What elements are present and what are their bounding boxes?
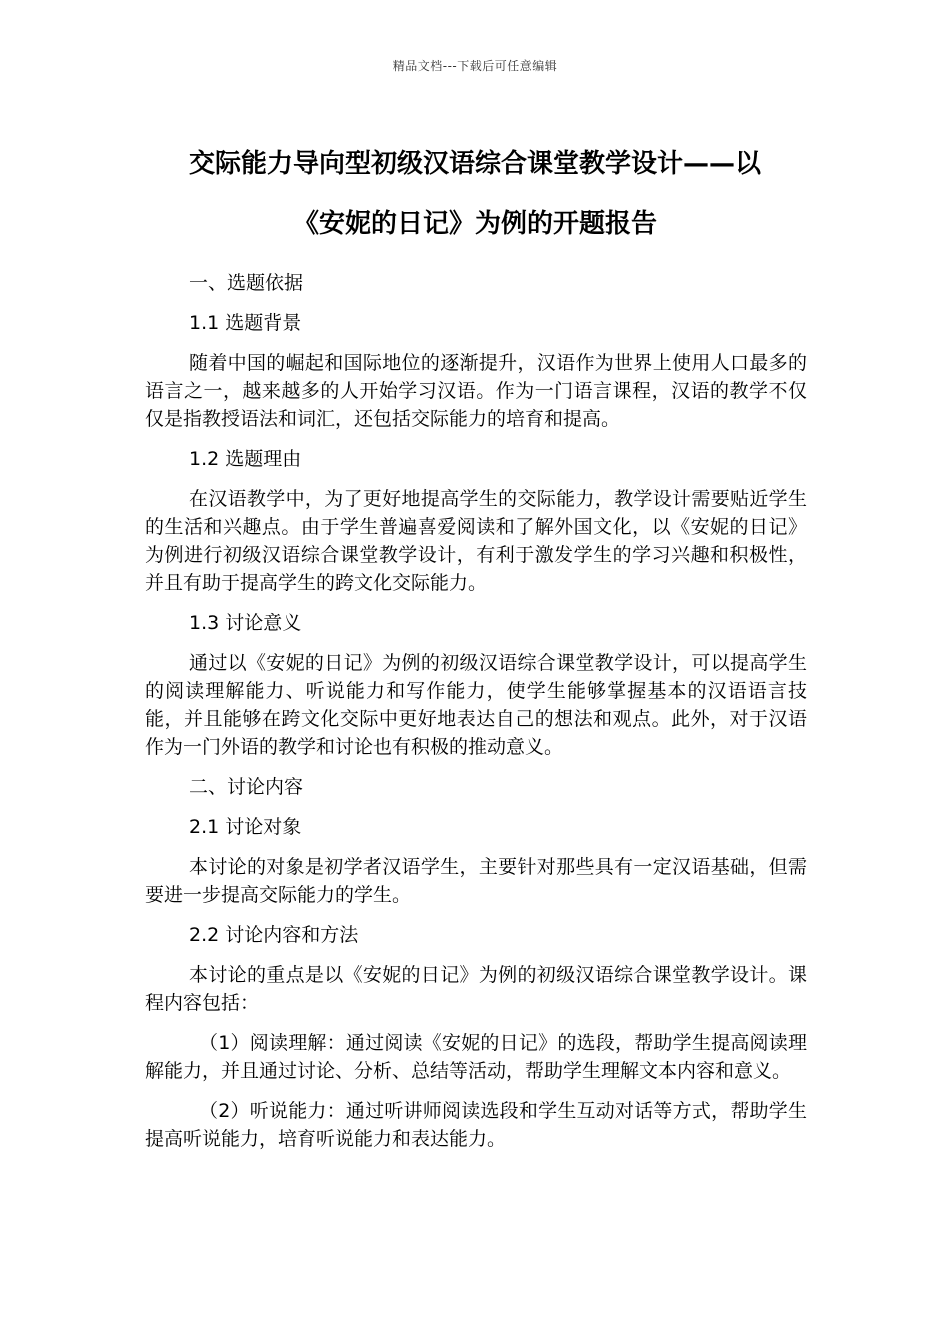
- list-item-listening: （2）听说能力：通过听讲师阅读选段和学生互动对话等方式，帮助学生提高听说能力，培育听说能力和表达能力。: [145, 1100, 807, 1150]
- section-2-heading: 二、讨论内容: [189, 776, 304, 798]
- subsection-1-3-paragraph: 通过以《安妮的日记》为例的初级汉语综合课堂教学设计，可以提高学生的阅读理解能力、听说能力和写作能力，使学生能够掌握基本的汉语语言技能，并且能够在跨文化交际中更好地表达自己的想法和观点。此外，对于汉语作为一门外语的教学和讨论也有积极的推动意义。: [145, 652, 807, 758]
- subsection-2-2-paragraph: 本讨论的重点是以《安妮的日记》为例的初级汉语综合课堂教学设计。课程内容包括：: [145, 964, 807, 1014]
- document-body: [145, 269, 807, 1165]
- subsection-2-1-paragraph: 本讨论的对象是初学者汉语学生，主要针对那些具有一定汉语基础，但需要进一步提高交际能力的学生。: [145, 856, 807, 906]
- subsection-1-3-heading: 1.3 讨论意义: [189, 612, 302, 634]
- title-line-1: 交际能力导向型初级汉语综合课堂教学设计——以: [188, 149, 761, 179]
- subsection-1-1-heading: 1.1 选题背景: [189, 312, 302, 334]
- header-note: 精品文档---下载后可任意编辑: [392, 59, 558, 73]
- subsection-1-2-heading: 1.2 选题理由: [189, 448, 302, 470]
- subsection-1-1-paragraph: 随着中国的崛起和国际地位的逐渐提升，汉语作为世界上使用人口最多的语言之一，越来越多的人开始学习汉语。作为一门语言课程，汉语的教学不仅仅是指教授语法和词汇，还包括交际能力的培育和提高。: [145, 352, 807, 430]
- list-item-reading: （1）阅读理解：通过阅读《安妮的日记》的选段，帮助学生提高阅读理解能力，并且通过讨论、分析、总结等活动，帮助学生理解文本内容和意义。: [145, 1032, 807, 1082]
- document-title: [145, 134, 805, 254]
- title-line-2: 《安妮的日记》为例的开题报告: [292, 209, 657, 239]
- subsection-1-2-paragraph: 在汉语教学中，为了更好地提高学生的交际能力，教学设计需要贴近学生的生活和兴趣点。由于学生普遍喜爱阅读和了解外国文化，以《安妮的日记》为例进行初级汉语综合课堂教学设计，有利于激发学生的学习兴趣和积极性，并且有助于提高学生的跨文化交际能力。: [145, 488, 807, 594]
- section-1-heading: 一、选题依据: [189, 272, 304, 294]
- subsection-2-1-heading: 2.1 讨论对象: [189, 816, 302, 838]
- subsection-2-2-heading: 2.2 讨论内容和方法: [189, 924, 359, 946]
